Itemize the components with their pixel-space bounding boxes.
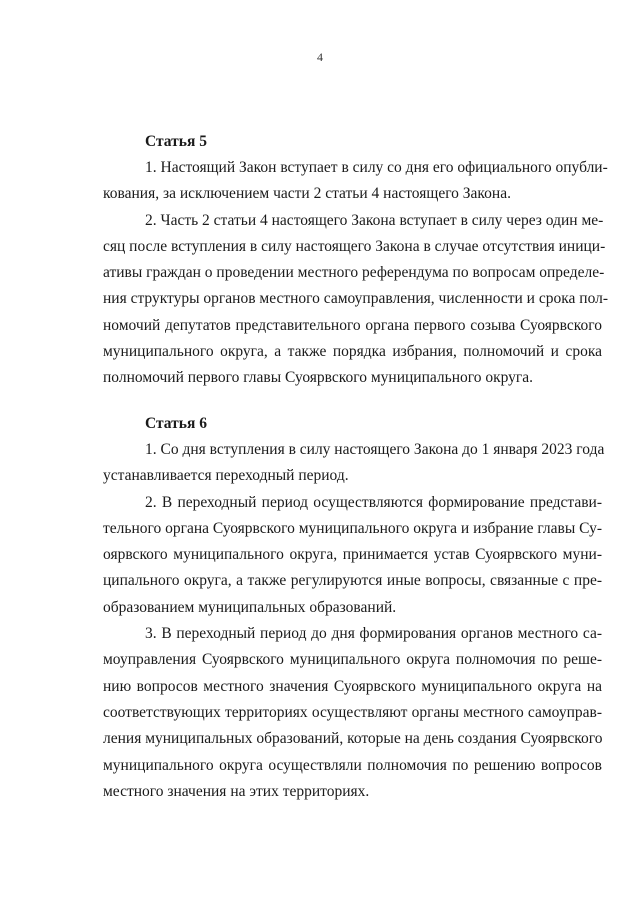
text-line: 2. В переходный период осуществляются формирование представи- (145, 493, 602, 511)
text-line: полномочий первого главы Суоярвского муниципального округа. (103, 369, 534, 387)
text-line: моуправления Суоярвского муниципального округа полномочия по реше- (103, 651, 602, 669)
text-line: нию вопросов местного значения Суоярвского муниципального округа на (103, 677, 602, 695)
text-line: кования, за исключением части 2 статьи 4 настоящего Закона. (103, 185, 511, 203)
article-5 (103, 129, 609, 392)
text-line: ления муниципальных образований, которые на день создания Суоярвского (103, 730, 603, 748)
text-line: местного значения на этих территориях. (103, 782, 370, 800)
paragraph (103, 155, 608, 208)
article-title: Статья 5 (145, 133, 207, 150)
text-line: ния структуры органов местного самоуправления, численности и срока пол- (103, 290, 609, 308)
paragraph (103, 490, 602, 621)
text-line: сяц после вступления в силу настоящего Закона в случае отсутствия иници- (103, 237, 606, 255)
text-line: образованием муниципальных образований. (103, 598, 397, 616)
text-line: ципального округа, а также регулируются иные вопросы, связанные с пре- (103, 572, 602, 590)
text-line: муниципального округа, а также порядка избрания, полномочий и срока (103, 343, 602, 361)
article-title: Статья 6 (145, 415, 207, 432)
text-line: муниципального округа осуществляли полномочия по решению вопросов (103, 756, 602, 774)
text-line: устанавливается переходный период. (103, 467, 349, 485)
text-line: 3. В переходный период до дня формирования органов местного са- (145, 625, 602, 643)
paragraph (103, 437, 605, 490)
text-line: 1. Настоящий Закон вступает в силу со дня его официального опубли- (145, 159, 608, 176)
text-line: 2. Часть 2 статьи 4 настоящего Закона вступает в силу через один ме- (145, 211, 604, 229)
text-line: соответствующих территориях осуществляют органы местного самоуправ- (103, 703, 602, 721)
text-line: тельного органа Суоярвского муниципального округа и избрание главы Су- (103, 519, 603, 537)
text-line: ативы граждан о проведении местного референдума по вопросам определе- (103, 264, 605, 282)
text-line: номочий депутатов представительного органа первого созыва Суоярвского (103, 316, 602, 334)
paragraph (103, 208, 609, 392)
paragraph (103, 621, 602, 805)
article-6 (103, 411, 605, 805)
text-line: оярвского муниципального округа, принимается устав Суоярвского муни- (103, 546, 602, 564)
text-line: 1. Со дня вступления в силу настоящего Закона до 1 января 2023 года (145, 441, 605, 458)
page-number: 4 (317, 50, 323, 64)
